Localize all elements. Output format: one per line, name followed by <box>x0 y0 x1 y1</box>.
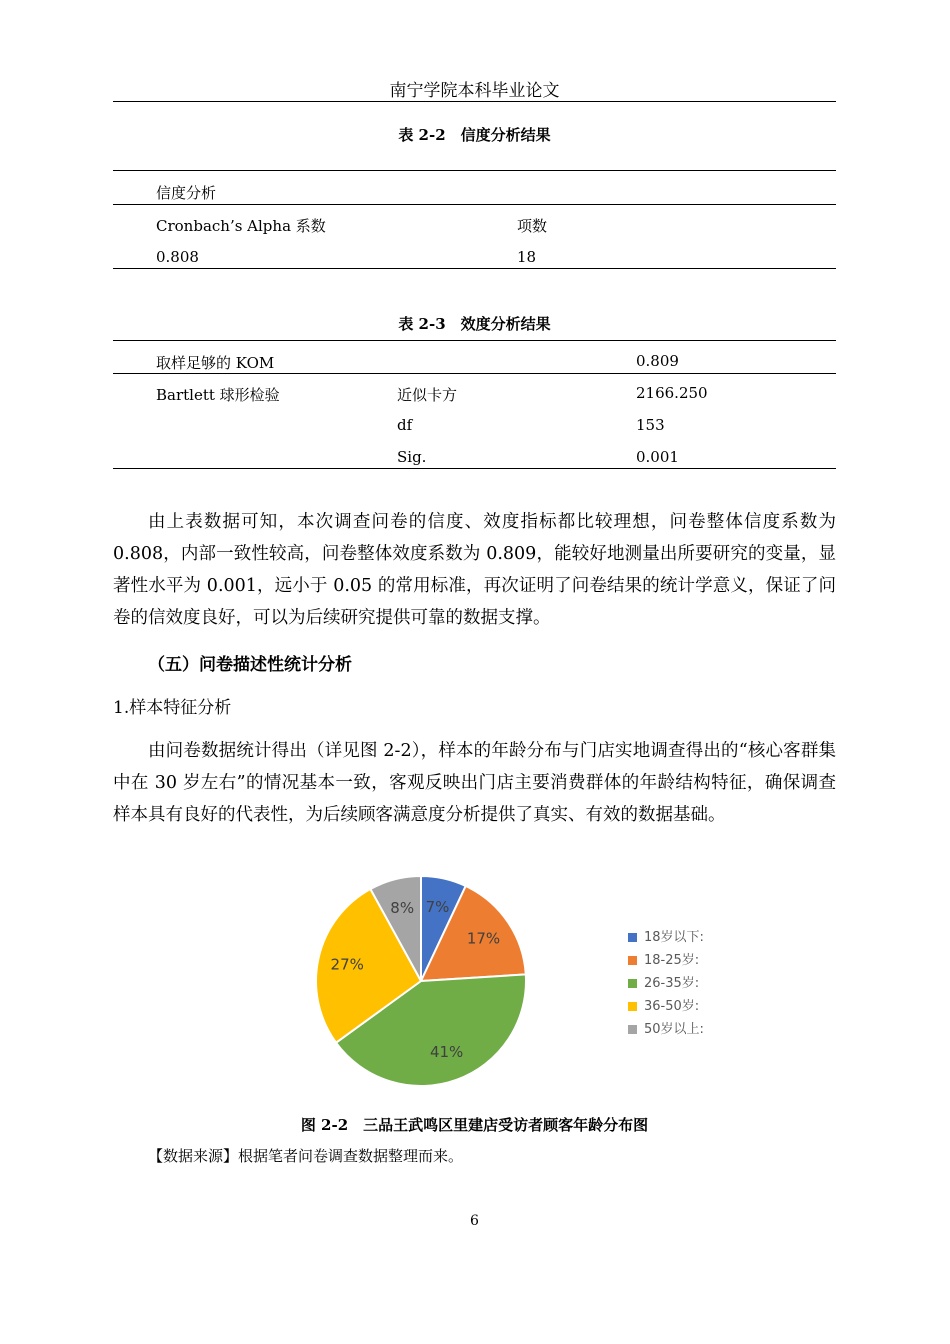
table1-value-items: 18 <box>517 248 537 266</box>
running-header: 南宁学院本科毕业论文 <box>389 81 560 101</box>
table2-r1-value: 0.809 <box>636 352 679 370</box>
pie-label-under-18: 7% <box>425 898 450 917</box>
table2-mid-rule <box>113 373 836 374</box>
legend-label: 36-50岁: <box>644 999 700 1014</box>
paragraph-1-text: 由上表数据可知，本次调查问卷的信度、效度指标都比较理想，问卷整体信度系数为 0.808，内部一致性较高，问卷整体效度系数为 0.809，能较好地测量出所要研究的变量，显著性水平为 0.001，远小于 0.05 的常用标准，再次证明了问卷结果的统计学意义，保证了问卷的信效度良好，可以为后续研究提供可靠的数据支撑。 <box>113 512 836 628</box>
header-rule <box>113 101 836 102</box>
legend-label: 26-35岁: <box>644 976 700 991</box>
table1-header-items: 项数 <box>517 217 548 235</box>
legend-item-26-35 <box>628 972 699 991</box>
page-number: 6 <box>470 1213 479 1229</box>
table2-r3-value: 153 <box>636 416 665 434</box>
source-note: 【数据来源】根据笔者问卷调查数据整理而来。 <box>148 1147 464 1165</box>
legend-swatch <box>628 933 637 942</box>
legend-swatch <box>628 1002 637 1011</box>
pie-label-36-50: 27% <box>330 955 364 974</box>
legend-item-under-18 <box>628 926 704 945</box>
legend-item-over-50 <box>628 1018 704 1037</box>
pie-label-26-35: 41% <box>429 1043 464 1062</box>
chart-legend <box>628 926 748 1046</box>
legend-label: 50岁以上: <box>644 1022 704 1037</box>
table1-mid-rule <box>113 204 836 205</box>
legend-label: 18-25岁: <box>644 953 700 968</box>
pie-label-18-25: 17% <box>466 929 501 948</box>
table1-header-alpha: Cronbach’s Alpha 系数 <box>156 217 326 235</box>
pie-slices <box>316 876 526 1086</box>
table1-bottom-rule <box>113 268 836 269</box>
legend-item-36-50 <box>628 995 699 1014</box>
table2-r4-sub: Sig. <box>397 448 427 466</box>
paragraph-2-text: 由问卷数据统计得出（详见图 2-2），样本的年龄分布与门店实地调查得出的“核心客群集中在 30 岁左右”的情况基本一致，客观反映出门店主要消费群体的年龄结构特征，确保调查样本具有良好的代表性，为后续顾客满意度分析提供了真实、有效的数据基础。 <box>113 741 836 825</box>
table2-r2-sub: 近似卡方 <box>397 386 458 404</box>
table2-caption: 表 2-3 效度分析结果 <box>398 315 551 333</box>
body-paragraph-1 <box>113 506 836 634</box>
table1-value-alpha: 0.808 <box>156 248 199 266</box>
table1-caption: 表 2-2 信度分析结果 <box>398 126 551 144</box>
figure-caption: 图 2-2 三品王武鸣区里建店受访者顾客年龄分布图 <box>300 1116 649 1134</box>
table2-top-rule <box>113 340 836 341</box>
table2-r2-label: Bartlett 球形检验 <box>156 386 280 404</box>
table2-r3-sub: df <box>397 416 413 434</box>
subsection-heading: 1.样本特征分析 <box>113 698 232 718</box>
pie-label-over-50: 8% <box>390 898 415 917</box>
section-heading: （五）问卷描述性统计分析 <box>148 655 352 675</box>
legend-label: 18岁以下: <box>644 930 704 945</box>
table2-bottom-rule <box>113 468 836 469</box>
table2-r1-label: 取样足够的 KOM <box>156 354 275 372</box>
table2-r4-value: 0.001 <box>636 448 679 466</box>
legend-swatch <box>628 1025 637 1034</box>
legend-item-18-25 <box>628 949 699 968</box>
table2-r2-value: 2166.250 <box>636 384 708 402</box>
body-paragraph-2 <box>113 735 836 831</box>
legend-swatch <box>628 956 637 965</box>
legend-swatch <box>628 979 637 988</box>
table1-title-row: 信度分析 <box>156 184 217 202</box>
table1-top-rule <box>113 170 836 171</box>
